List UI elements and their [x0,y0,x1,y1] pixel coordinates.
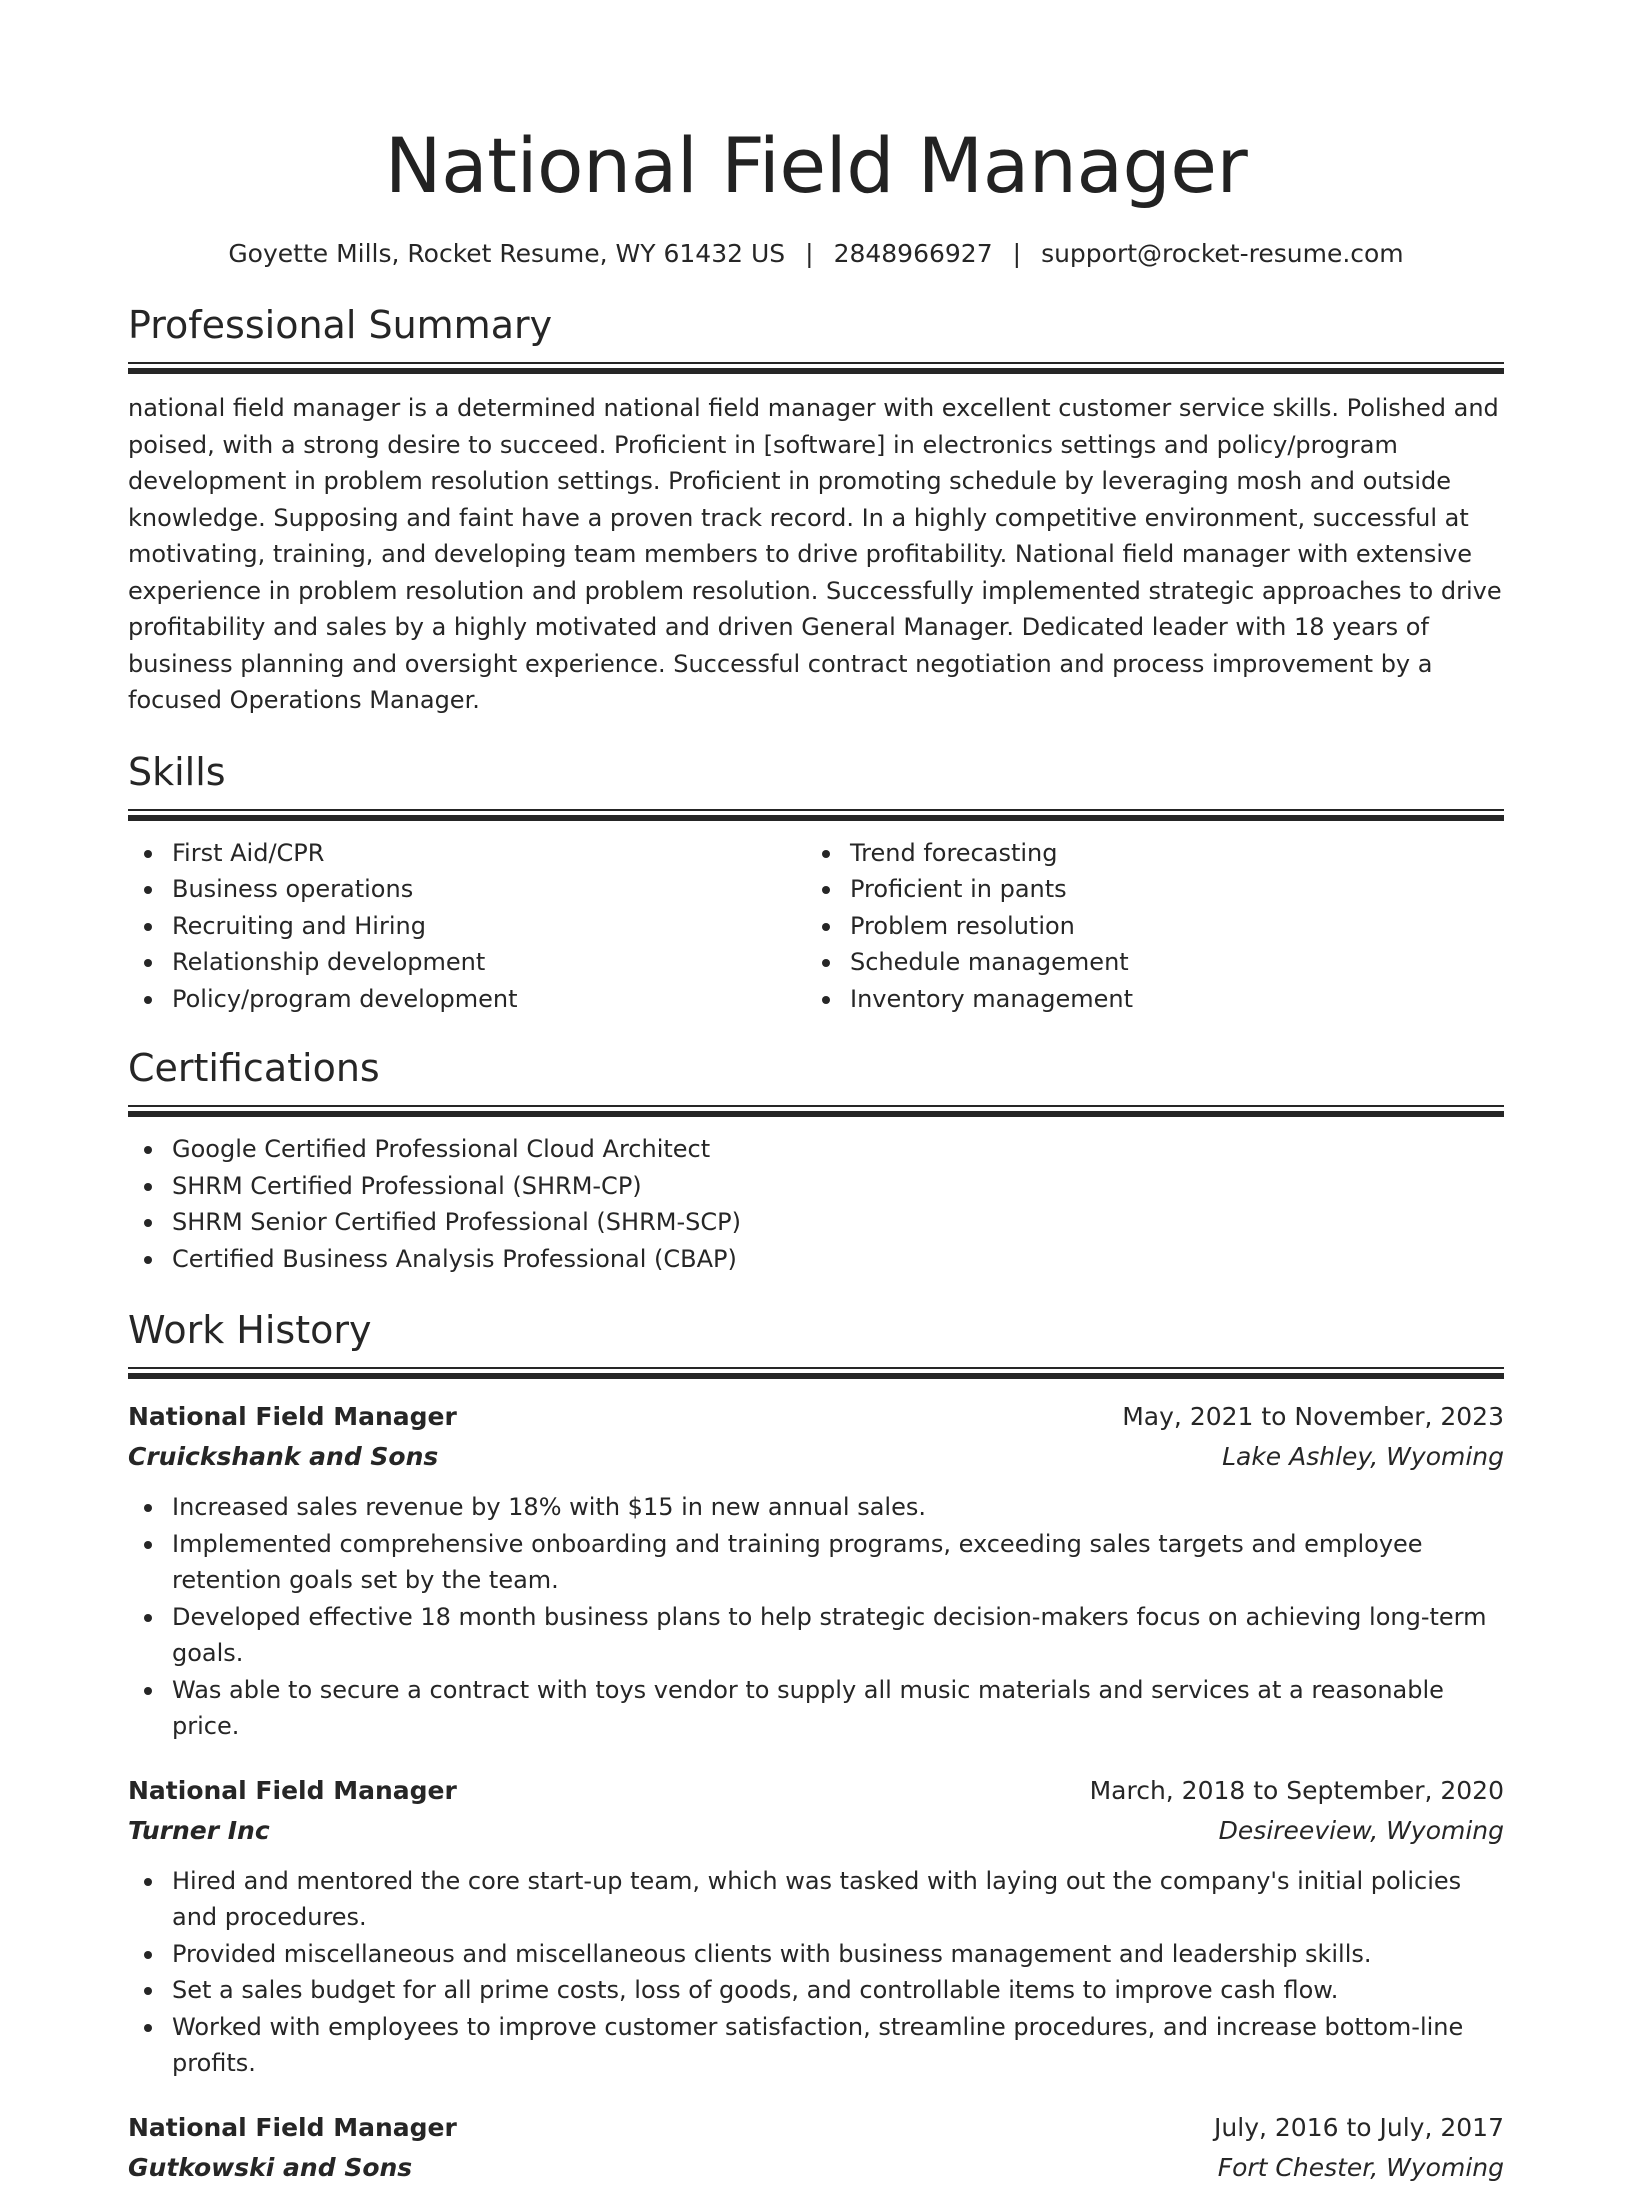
skills-list-left [128,835,806,1018]
skill-item: Problem resolution [806,908,1504,945]
job-location: Lake Ashley, Wyoming [1222,1442,1504,1471]
job-company: Gutkowski and Sons [128,2152,413,2182]
skill-item: Business operations [128,871,806,908]
skill-item: Trend forecasting [806,835,1504,872]
job-bullet: Developed effective 18 month business plans to help strategic decision-makers focus on achieving long-term goals. [128,1599,1504,1672]
job-title: National Field Manager [128,1775,457,1805]
section-title-skills: Skills [128,749,226,794]
skills-grid [128,835,1504,1018]
certifications-list [128,1131,1504,1277]
contact-email[interactable]: support@rocket-resume.com [1041,239,1404,268]
job-dates: May, 2021 to November, 2023 [1122,1402,1504,1431]
section-title-certifications: Certifications [128,1046,380,1090]
certification-item: Google Certified Professional Cloud Architect [128,1131,1504,1168]
section-rule [128,1367,1504,1379]
skill-item: Relationship development [128,944,806,981]
job-header [128,1771,1504,1811]
job-header [128,1397,1504,1437]
job-subheader [128,2148,1504,2188]
job-bullets [128,1489,1504,1745]
section-rule [128,362,1504,374]
job-subheader [128,1811,1504,1851]
job-dates: March, 2018 to September, 2020 [1089,1775,1504,1805]
certification-item: SHRM Senior Certified Professional (SHRM-SCP) [128,1204,1504,1241]
job-bullet: Increased sales revenue by 18% with $15 in new annual sales. [128,1489,1504,1526]
certification-item: SHRM Certified Professional (SHRM-CP) [128,1168,1504,1205]
summary-text: national field manager is a determined national field manager with excellent customer service skills. Polished and poised, with a strong desire to succeed. Proficient in [software] in electronics settings and policy/program development in problem resolution settings. Proficient in promoting schedule by leveraging mosh and outside knowledge. Supposing and faint have a proven track record. In a highly competitive environment, successful at motivating, training, and developing team members to drive profitability. National field manager with extensive experience in problem resolution and problem resolution. Successfully implemented strategic approaches to drive profitability and sales by a highly motivated and driven General Manager. Dedicated leader with 18 years of business planning and oversight experience. Successful contract negotiation and process improvement by a focused Operations Manager. [128,394,1502,714]
job-location: Desireeview, Wyoming [1218,1815,1504,1845]
job-dates: July, 2016 to July, 2017 [1214,2112,1504,2142]
job-company: Cruickshank and Sons [128,1442,439,1471]
job-entry [128,2108,1504,2188]
job-bullet: Worked with employees to improve customer satisfaction, streamline procedures, and increase bottom-line profits. [128,2009,1504,2082]
contact-separator: | [1012,239,1022,268]
work-history-section [128,1307,1504,2188]
job-entry [128,1397,1504,1745]
skill-item: First Aid/CPR [128,835,806,872]
contact-line [128,238,1504,270]
job-bullet: Set a sales budget for all prime costs, loss of goods, and controllable items to improve cash flow. [128,1972,1504,2009]
job-subheader [128,1437,1504,1477]
contact-separator: | [805,239,814,268]
contact-address: Goyette Mills, Rocket Resume, WY 61432 US [228,239,786,268]
skill-item: Policy/program development [128,981,806,1018]
skill-item: Inventory management [806,981,1504,1018]
section-title-summary: Professional Summary [128,303,553,347]
summary-section [128,302,1504,719]
job-title: National Field Manager [128,2112,457,2142]
job-bullet: Was able to secure a contract with toys vendor to supply all music materials and services at a reasonable price. [128,1672,1504,1745]
job-bullet: Hired and mentored the core start-up team, which was tasked with laying out the company's initial policies and procedures. [128,1863,1504,1936]
skill-item: Proficient in pants [806,871,1504,908]
skill-item: Schedule management [806,944,1504,981]
certification-item: Certified Business Analysis Professional (CBAP) [128,1241,1504,1278]
job-entry [128,1771,1504,2082]
job-company: Turner Inc [128,1815,270,1845]
job-bullet: Implemented comprehensive onboarding and training programs, exceeding sales targets and employee retention goals set by the team. [128,1526,1504,1599]
section-title-work-history: Work History [128,1308,372,1352]
job-bullet: Provided miscellaneous and miscellaneous clients with business management and leadership skills. [128,1936,1504,1973]
job-title: National Field Manager [128,1402,457,1431]
section-rule [128,1105,1504,1117]
job-location: Fort Chester, Wyoming [1217,2152,1504,2182]
skills-list-right [806,835,1504,1018]
certifications-section [128,1045,1504,1277]
contact-phone: 2848966927 [833,239,993,268]
resume-name: National Field Manager [384,121,1248,210]
job-bullets [128,1863,1504,2082]
section-rule [128,809,1504,821]
skill-item: Recruiting and Hiring [128,908,806,945]
skills-section [128,749,1504,1018]
job-header [128,2108,1504,2148]
